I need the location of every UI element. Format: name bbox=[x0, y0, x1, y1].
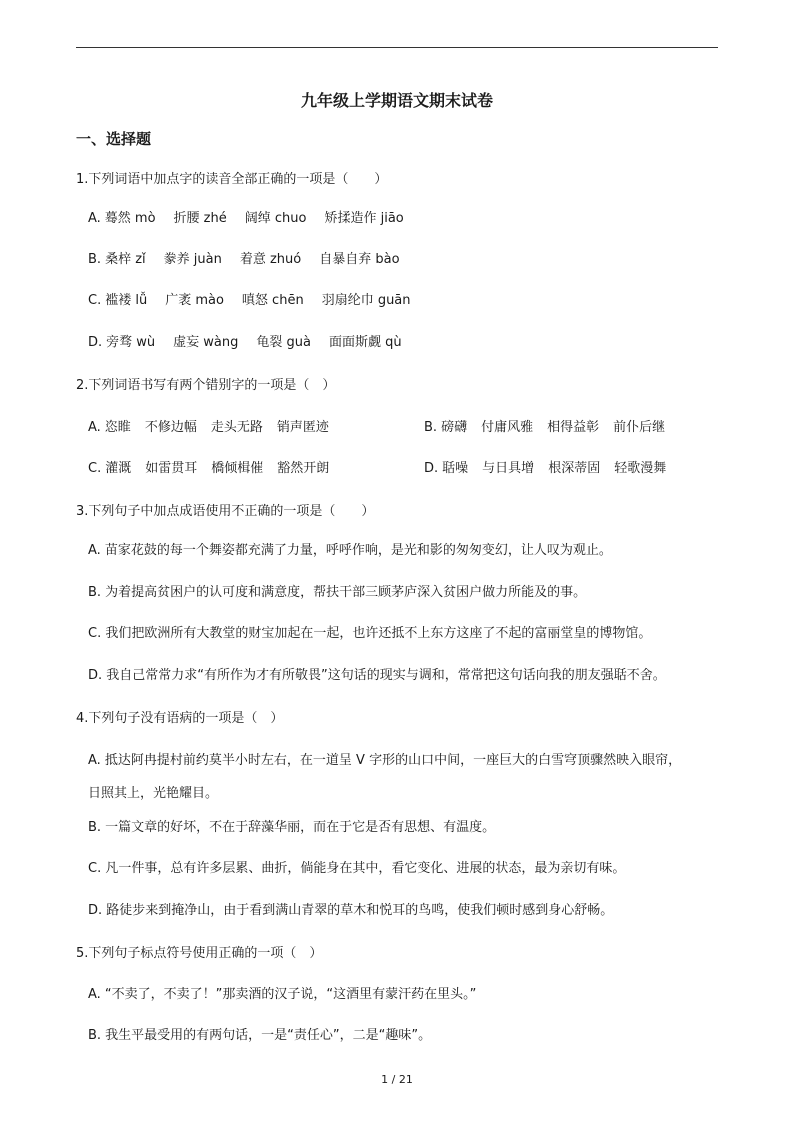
option-term: 自暴自弃 bào bbox=[319, 252, 400, 267]
option-term: 聒噪 bbox=[442, 461, 469, 476]
option-term: 嗔怒 chēn bbox=[241, 293, 304, 308]
option-letter: D. bbox=[88, 335, 103, 350]
option-term: 矫揉造作 jiāo bbox=[324, 211, 404, 226]
option-term: 广袤 mào bbox=[165, 293, 224, 308]
q5-option-b[interactable]: B. 我生平最受用的有两句话，一是“责任心”，二是“趣味”。 bbox=[88, 1028, 432, 1043]
option-term: 磅礴 bbox=[441, 420, 468, 435]
option-term: 灌溉 bbox=[105, 461, 132, 476]
q4-option-a-continued: 日照其上，光艳耀目。 bbox=[88, 786, 219, 801]
option-term: 虚妄 wàng bbox=[173, 335, 239, 350]
header-rule bbox=[76, 47, 718, 48]
option-term: 面面斯觑 qù bbox=[329, 335, 402, 350]
q5-option-a[interactable]: A. “不卖了，不卖了！”那卖酒的汉子说，“这酒里有蒙汗药在里头。” bbox=[88, 987, 477, 1002]
question-4-stem: 4.下列句子没有语病的一项是（ ） bbox=[76, 711, 284, 726]
option-term: 阔绰 chuo bbox=[244, 211, 307, 226]
q3-option-b[interactable]: B. 为着提高贫困户的认可度和满意度，帮扶干部三顾茅庐深入贫困户做力所能及的事。 bbox=[88, 585, 587, 600]
q3-option-d[interactable]: D. 我自己常常力求“有所作为才有所敬畏”这句话的现实与调和，常常把这句话向我的朋友强聒不舍。 bbox=[88, 668, 666, 683]
q3-option-a[interactable]: A. 苗家花鼓的每一个舞姿都充满了力量，呼呼作响，是光和影的匆匆变幻，让人叹为观止。 bbox=[88, 543, 612, 558]
option-term: 根深蒂固 bbox=[548, 461, 601, 476]
q4-option-c[interactable]: C. 凡一件事，总有许多层累、曲折，倘能身在其中，看它变化、进展的状态，最为亲切有味。 bbox=[88, 861, 626, 876]
question-5-stem: 5.下列句子标点符号使用正确的一项（ ） bbox=[76, 946, 323, 961]
section-heading: 一、选择题 bbox=[76, 130, 152, 148]
q1-option-a[interactable] bbox=[88, 209, 422, 229]
option-term: 与日具增 bbox=[482, 461, 535, 476]
option-term: 不修边幅 bbox=[144, 420, 197, 435]
option-letter: C. bbox=[88, 293, 102, 308]
option-term: 销声匿迹 bbox=[276, 420, 329, 435]
option-term: 旁骛 wù bbox=[106, 335, 156, 350]
option-term: 走头无路 bbox=[210, 420, 263, 435]
option-term: 橋倾楫催 bbox=[211, 461, 264, 476]
option-term: 前仆后继 bbox=[613, 420, 666, 435]
option-term: 轻歌漫舞 bbox=[614, 461, 667, 476]
q4-option-d[interactable]: D. 路徒步来到掩净山，由于看到满山青翠的草木和悦耳的鸟鸣，使我们顿时感到身心舒畅。 bbox=[88, 903, 614, 918]
option-letter: A. bbox=[88, 420, 101, 435]
option-letter: B. bbox=[88, 252, 102, 267]
option-letter: A. bbox=[88, 211, 101, 226]
option-term: 折腰 zhé bbox=[173, 211, 227, 226]
q1-option-b[interactable] bbox=[88, 250, 418, 270]
page-title: 九年级上学期语文期末试卷 bbox=[300, 91, 493, 110]
option-letter: C. bbox=[88, 461, 102, 476]
question-3-stem: 3.下列句子中加点成语使用不正确的一项是（ ） bbox=[76, 504, 375, 519]
q2-option-d[interactable] bbox=[424, 459, 680, 479]
option-term: 如雷贯耳 bbox=[145, 461, 198, 476]
option-term: 恣睢 bbox=[104, 420, 131, 435]
q4-option-b[interactable]: B. 一篇文章的好坏，不在于辞藻华丽，而在于它是否有思想、有温度。 bbox=[88, 820, 496, 835]
q1-option-d[interactable] bbox=[88, 333, 420, 353]
q4-option-a[interactable]: A. 抵达阿冉提村前约莫半小时左右，在一道呈 V 字形的山口中间，一座巨大的白雪穹顶骤然映入眼帘， bbox=[88, 753, 682, 768]
option-term: 豢养 juàn bbox=[163, 252, 222, 267]
q2-option-c[interactable] bbox=[88, 459, 343, 479]
q1-option-c[interactable] bbox=[88, 291, 429, 311]
option-term: 龟裂 guà bbox=[256, 335, 311, 350]
option-term: 付庸风雅 bbox=[481, 420, 534, 435]
option-term: 相得益彰 bbox=[547, 420, 600, 435]
q2-option-a[interactable] bbox=[88, 418, 343, 438]
question-1-stem: 1.下列词语中加点字的读音全部正确的一项是（ ） bbox=[76, 172, 388, 187]
option-term: 褴褛 lǚ bbox=[105, 293, 148, 308]
page-number: 1 / 21 bbox=[381, 1073, 413, 1086]
q3-option-c[interactable]: C. 我们把欧洲所有大教堂的财宝加起在一起，也许还抵不上东方这座了不起的富丽堂皇的博物馆。 bbox=[88, 626, 652, 641]
option-term: 豁然开朗 bbox=[277, 461, 330, 476]
option-letter: B. bbox=[424, 420, 438, 435]
option-term: 蓦然 mò bbox=[104, 211, 156, 226]
option-term: 羽扇纶巾 guān bbox=[321, 293, 411, 308]
option-letter: D. bbox=[424, 461, 439, 476]
q2-option-b[interactable] bbox=[424, 418, 679, 438]
option-term: 桑梓 zǐ bbox=[105, 252, 146, 267]
question-2-stem: 2.下列词语书写有两个错别字的一项是（ ） bbox=[76, 378, 336, 393]
option-term: 着意 zhuó bbox=[239, 252, 302, 267]
